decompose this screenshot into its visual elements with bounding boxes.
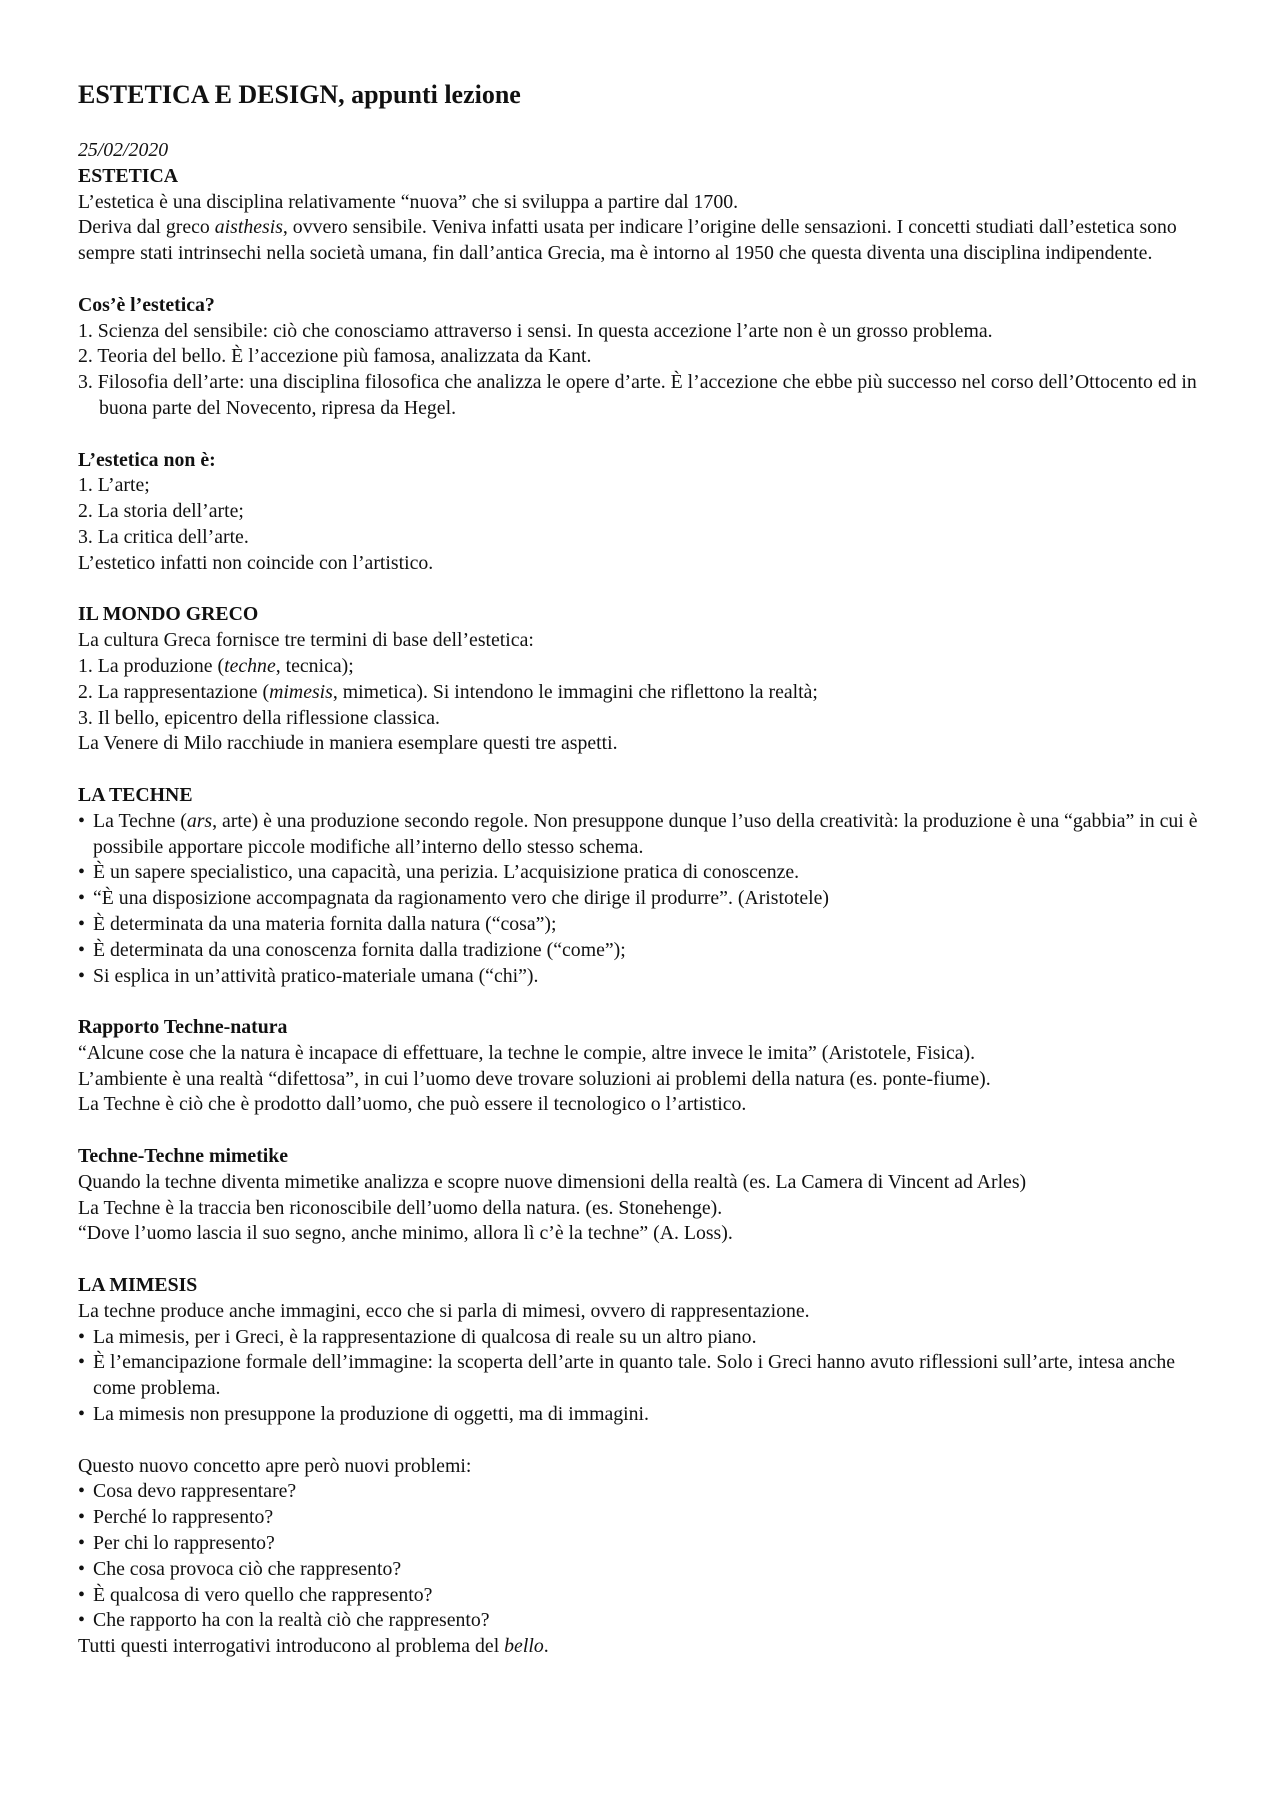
spacer [78,577,1208,603]
list-item: 2. Teoria del bello. È l’accezione più famosa, analizzata da Kant. [78,345,592,368]
paragraph [78,215,1208,267]
paragraph: L’estetica è una disciplina relativamente “nuova” che si sviluppa a partire dal 1700. [78,190,739,213]
term-bello: bello [504,1635,544,1658]
list-item: 2. La storia dell’arte; [78,500,244,523]
paragraph: La cultura Greca fornisce tre termini di base dell’estetica: [78,629,534,652]
heading-non-e: L’estetica non è: [78,448,216,471]
heading-mimetike: Techne-Techne mimetike [78,1145,289,1168]
paragraph: “Dove l’uomo lascia il suo segno, anche minimo, allora lì c’è la techne” (A. Loss). [78,1222,733,1245]
paragraph: L’estetico infatti non coincide con l’artistico. [78,551,434,574]
list-item [78,654,1208,680]
paragraph: La techne produce anche immagini, ecco che si parla di mimesi, ovvero di rappresentazione. [78,1299,810,1322]
text-run: , tecnica); [275,654,354,677]
bullet-item: • È determinata da una conoscenza fornita dalla tradizione (“come”); [78,938,1208,964]
term-aisthesis: aisthesis [214,216,283,239]
spacer [78,989,1208,1015]
paragraph: Questo nuovo concetto apre però nuovi problemi: [78,1454,472,1477]
document-page [78,78,1208,1660]
term-mimesis: mimesis [269,680,333,703]
bullet-item: • Cosa devo rappresentare? [78,1479,1208,1505]
paragraph [78,1634,1208,1660]
list-item [78,680,1208,706]
bullet-item: • La mimesis, per i Greci, è la rappresentazione di qualcosa di reale su un altro piano. [78,1325,1208,1351]
heading-rapporto: Rapporto Techne-natura [78,1016,288,1039]
text-run: , ovvero sensibile. Veniva infatti usata per indicare l’origine delle sensazioni. I concetti studiati dall’estetica sono sempre stati intrinsechi nella società umana, fin dall’antica Grecia, ma è intorno al 1950 che questa diventa una disciplina indipendente. [78,216,1177,265]
text-run: . [543,1635,549,1658]
bullet-item: • È un sapere specialistico, una capacità, una perizia. L’acquisizione pratica di conoscenze. [78,860,1208,886]
text-run: 2. La rappresentazione ( [78,680,270,703]
paragraph: Quando la techne diventa mimetike analizza e scopre nuove dimensioni della realtà (es. La Camera di Vincent ad Arles) [78,1170,1027,1193]
paragraph: La Venere di Milo racchiude in maniera esemplare questi tre aspetti. [78,732,618,755]
text-run: Deriva dal greco [78,216,215,239]
bullet-item: • Si esplica in un’attività pratico-materiale umana (“chi”). [78,964,1208,990]
paragraph: La Techne è ciò che è prodotto dall’uomo, che può essere il tecnologico o l’artistico. [78,1093,747,1116]
paragraph: “Alcune cose che la natura è incapace di effettuare, la techne le compie, altre invece le imita” (Aristotele, Fisica). [78,1041,976,1064]
bullet-item: • La mimesis non presuppone la produzione di oggetti, ma di immagini. [78,1402,1208,1428]
bullet-item: • Perché lo rappresento? [78,1505,1208,1531]
bullet-item [78,809,1208,861]
heading-estetica: ESTETICA [78,164,179,187]
spacer [78,1428,1208,1454]
bullet-item: • “È una disposizione accompagnata da ragionamento vero che dirige il produrre”. (Aristotele) [78,886,1208,912]
bullet-item: • È qualcosa di vero quello che rappresento? [78,1583,1208,1609]
spacer [78,267,1208,293]
list-item: 1. L’arte; [78,474,150,497]
bullet-item: • È l’emancipazione formale dell’immagine: la scoperta dell’arte in quanto tale. Solo i Greci hanno avuto riflessioni sull’arte, intesa anche come problema. [78,1350,1208,1402]
bullet-item: • Per chi lo rappresento? [78,1531,1208,1557]
bullet-item: • Che rapporto ha con la realtà ciò che rappresento? [78,1608,1208,1634]
list-item: 3. Il bello, epicentro della riflessione classica. [78,706,440,729]
heading-mondo-greco: IL MONDO GRECO [78,603,259,626]
term-ars: ars [186,809,213,832]
spacer [78,422,1208,448]
spacer [78,757,1208,783]
text-run: , arte) è una produzione secondo regole. Non presuppone dunque l’uso della creatività: la produzione è una “gabbia” in cui è possibile apportare piccole modifiche all’interno dello stesso schema. [93,809,1198,858]
list-item: 3. La critica dell’arte. [78,525,249,548]
text-run: La Techne ( [93,809,187,832]
heading-la-techne: LA TECHNE [78,783,193,806]
text-run: Tutti questi interrogativi introducono al problema del [78,1635,505,1658]
spacer [78,1247,1208,1273]
list-item: 3. Filosofia dell’arte: una disciplina filosofica che analizza le opere d’arte. È l’accezione che ebbe più successo nel corso dell’Ottocento ed in buona parte del Novecento, ripresa da Hegel. [78,371,1197,419]
heading-cos-e: Cos’è l’estetica? [78,293,215,316]
paragraph: La Techne è la traccia ben riconoscibile dell’uomo della natura. (es. Stonehenge). [78,1196,723,1219]
document-title: ESTETICA E DESIGN, appunti lezione [78,80,521,109]
bullet-item: • È determinata da una materia fornita dalla natura (“cosa”); [78,912,1208,938]
term-techne: techne [224,654,276,677]
heading-la-mimesis: LA MIMESIS [78,1274,198,1297]
lesson-date: 25/02/2020 [78,139,169,161]
text-run: 1. La produzione ( [78,654,225,677]
text-run: , mimetica). Si intendono le immagini che riflettono la realtà; [332,680,818,703]
bullet-item: • Che cosa provoca ciò che rappresento? [78,1557,1208,1583]
paragraph: L’ambiente è una realtà “difettosa”, in cui l’uomo deve trovare soluzioni ai problemi della natura (es. ponte-fiume). [78,1067,991,1090]
list-item: 1. Scienza del sensibile: ciò che conosciamo attraverso i sensi. In questa accezione l’arte non è un grosso problema. [78,319,993,342]
spacer [78,1118,1208,1144]
